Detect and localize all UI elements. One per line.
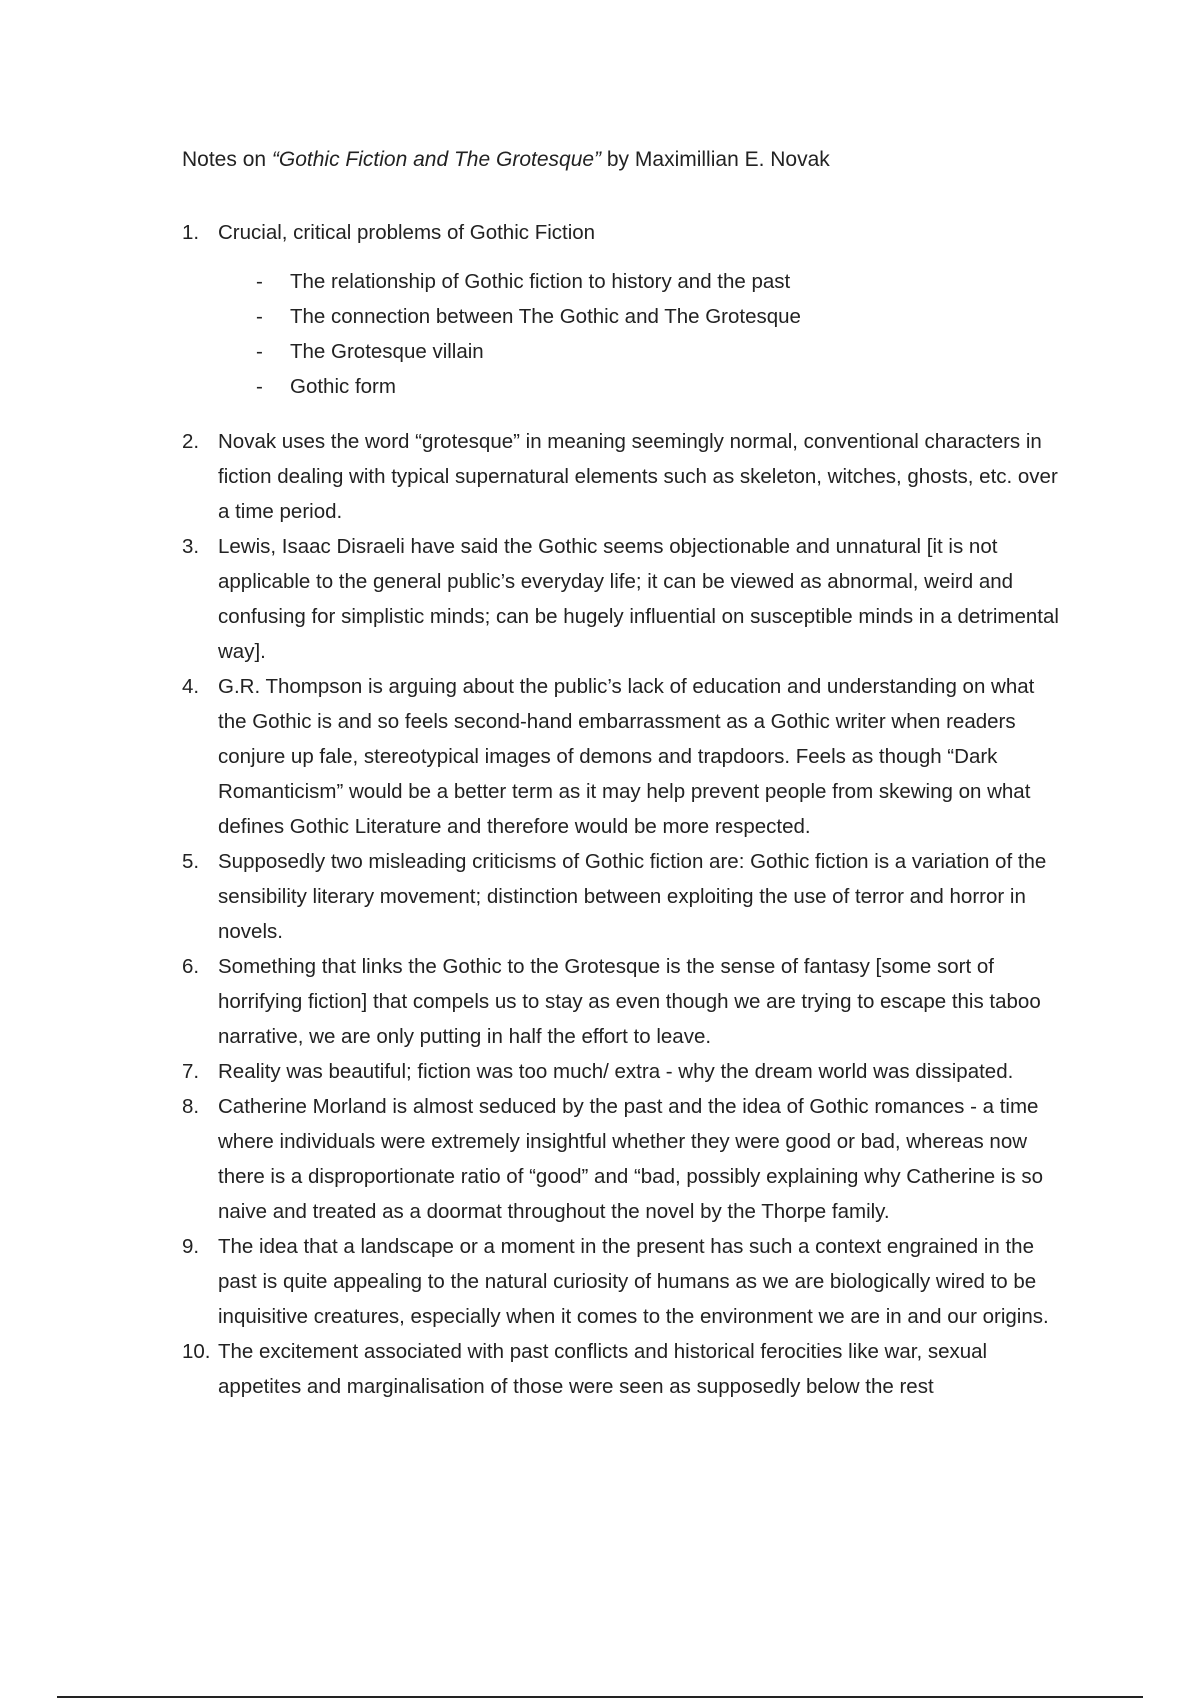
item-number: 1. [182,221,200,244]
title-work: “Gothic Fiction and The Grotesque” [271,148,602,171]
sub-item-text: Gothic form [290,375,396,398]
item-text: Something that links the Gothic to the Grotesque is the sense of fantasy [some sort of horrifying fiction] that compels us to stay as even though we are trying to escape this taboo narrative, we are only putting in half the effort to leave. [218,955,1041,1048]
page-bottom-rule [57,1696,1143,1698]
item-text: G.R. Thompson is arguing about the public’s lack of education and understanding on what the Gothic is and so feels second-hand embarrassment as a Gothic writer when readers conjure up fale, stereotypical images of demons and trapdoors. Feels as though “Dark Romanticism” would be a better term as it may help prevent people from skewing on what defines Gothic Literature and therefore would be more respected. [218,675,1035,838]
notes-list [182,215,1062,1404]
item-number: 3. [182,535,200,558]
item-text: Supposedly two misleading criticisms of Gothic fiction are: Gothic fiction is a variation of the sensibility literary movement; distinction between exploiting the use of terror and horror in novels. [218,850,1047,943]
item-text: Novak uses the word “grotesque” in meaning seemingly normal, conventional characters in fiction dealing with typical supernatural elements such as skeleton, witches, ghosts, etc. over a time period. [218,430,1058,523]
item-number: 4. [182,675,200,698]
dash-bullet: - [256,340,263,363]
list-item [182,1089,1062,1229]
item-number: 10. [182,1340,211,1363]
sub-list-item [218,334,1062,369]
title-prefix: Notes on [182,148,272,171]
list-item [182,1229,1062,1334]
sub-list [218,264,1062,404]
dash-bullet: - [256,305,263,328]
sub-item-text: The relationship of Gothic fiction to history and the past [290,270,791,293]
list-item [182,215,1062,404]
item-text: The idea that a landscape or a moment in the present has such a context engrained in the past is quite appealing to the natural curiosity of humans as we are biologically wired to be inquisitive creatures, especially when it comes to the environment we are in and our origins. [218,1235,1049,1328]
list-item [182,949,1062,1054]
item-text: The excitement associated with past conflicts and historical ferocities like war, sexual appetites and marginalisation of those were seen as supposedly below the rest [218,1340,988,1398]
dash-bullet: - [256,270,263,293]
list-item [182,1334,1062,1404]
item-number: 5. [182,850,200,873]
item-text: Lewis, Isaac Disraeli have said the Gothic seems objectionable and unnatural [it is not applicable to the general public’s everyday life; it can be viewed as abnormal, weird and confusing for simplistic minds; can be hugely influential on susceptible minds in a detrimental way]. [218,535,1059,663]
list-item [182,669,1062,844]
item-text: Crucial, critical problems of Gothic Fiction [218,221,596,244]
list-item [182,844,1062,949]
list-item [182,1054,1062,1089]
item-number: 9. [182,1235,200,1258]
item-number: 7. [182,1060,200,1083]
document-title [182,145,830,175]
dash-bullet: - [256,375,263,398]
item-number: 8. [182,1095,200,1118]
item-number: 2. [182,430,200,453]
sub-item-text: The Grotesque villain [290,340,484,363]
item-text: Reality was beautiful; fiction was too much/ extra - why the dream world was dissipated. [218,1060,1014,1083]
sub-list-item [218,299,1062,334]
sub-item-text: The connection between The Gothic and The Grotesque [290,305,801,328]
title-author: by Maximillian E. Novak [601,148,830,171]
sub-list-item [218,369,1062,404]
item-text: Catherine Morland is almost seduced by the past and the idea of Gothic romances - a time where individuals were extremely insightful whether they were good or bad, whereas now there is a disproportionate ratio of “good” and “bad, possibly explaining why Catherine is so naive and treated as a doormat throughout the novel by the Thorpe family. [218,1095,1044,1223]
item-number: 6. [182,955,200,978]
list-item [182,424,1062,529]
sub-list-item [218,264,1062,299]
list-item [182,529,1062,669]
